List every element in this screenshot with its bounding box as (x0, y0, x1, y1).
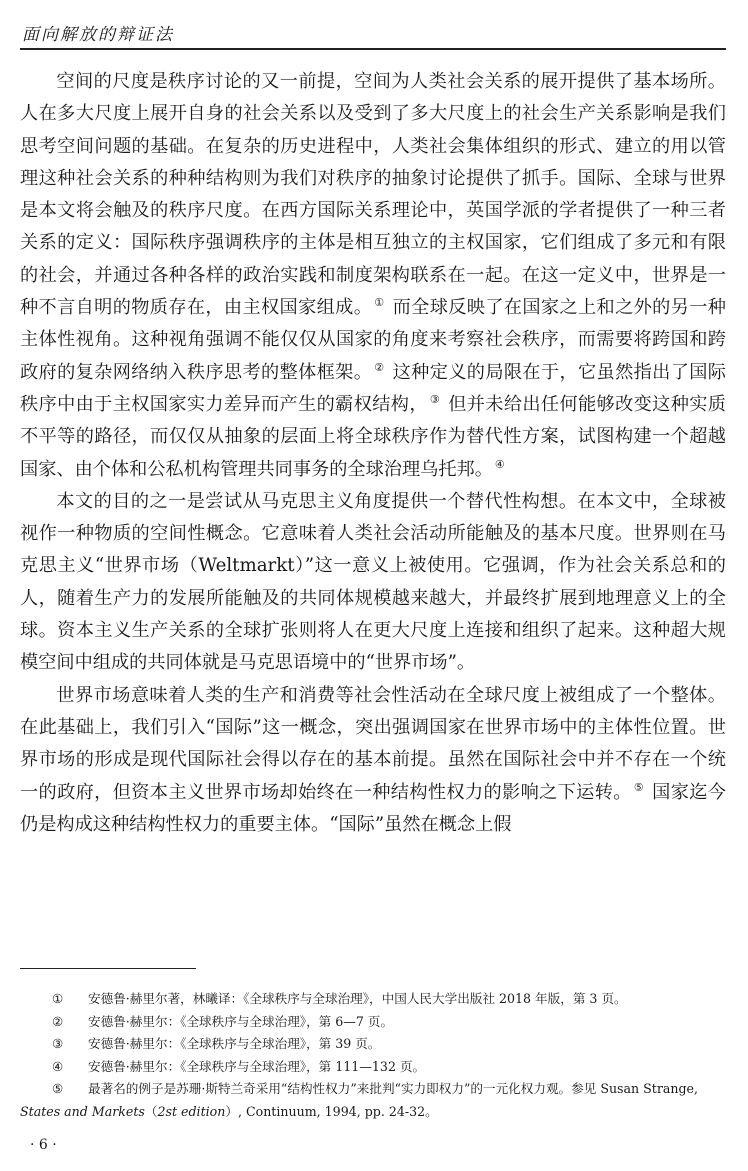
footnote-text: 安德鲁·赫里尔：《全球秩序与全球治理》，第 39 页。 (88, 1036, 381, 1051)
footnote-marker: ⑤ (52, 1081, 64, 1096)
footnote-marker: ② (52, 1013, 64, 1029)
footnote-text: 安德鲁·赫里尔著，林曦译：《全球秩序与全球治理》，中国人民大学出版社 2018 年版，第 3 页。 (88, 991, 627, 1006)
footnote (20, 1011, 730, 1034)
footnote-reference[interactable]: ⑤ (633, 780, 645, 794)
footnote (20, 1078, 730, 1123)
footnote-marker: ④ (52, 1058, 64, 1074)
footnote (20, 988, 730, 1011)
footnote-marker: ① (52, 991, 64, 1006)
footnote-italic-text: 2st edition (157, 1103, 226, 1119)
footnote-italic-text: States and Markets (20, 1103, 145, 1119)
footnote-reference[interactable]: ④ (494, 457, 505, 471)
footnotes (20, 988, 730, 1123)
running-header (20, 18, 726, 50)
footnote-divider (20, 968, 196, 969)
footnote-reference[interactable]: ③ (429, 392, 441, 406)
footnote-text: 最著名的例子是苏珊·斯特兰奇采用“结构性权力”来批判“实力即权力”的一元化权力观。参见 Susan Strange, (88, 1081, 698, 1096)
body-paragraph (20, 680, 726, 841)
footnote-marker: ③ (52, 1036, 64, 1051)
paragraph-text: 但并未给出任何能够改变这种实质不平等的路径，而仅仅从抽象的层面上将全球秩序作为替代性方案，试图构建一个超越国家、由个体和公私机构管理共同事务的全球治理乌托邦。 (20, 393, 726, 480)
footnote-reference[interactable]: ② (374, 360, 385, 374)
paragraph-text: 而全球反映了在国家之上和之外的另一种主体性视角。这种视角强调不能仅仅从国家的角度来考察社会秩序，而需要将跨国和跨政府的复杂网络纳入秩序思考的整体框架。 (20, 297, 726, 383)
footnote (20, 1056, 730, 1079)
paragraph-text: 世界市场意味着人类的生产和消费等社会性活动在全球尺度上被组成了一个整体。在此基础上，我们引入“国际”这一概念，突出强调国家在世界市场中的主体性位置。世界市场的形成是现代国际社会得以存在的基本前提。虽然在国际社会中并不存在一个统一的政府，但资本主义世界市场却始终在一种结构性权力的影响之下运转。 (20, 684, 726, 803)
paragraph-text: 国家迄今仍是构成这种结构性权力的重要主体。“国际”虽然在概念上假 (20, 781, 726, 835)
running-header-title: 面向解放的辩证法 (22, 25, 174, 45)
body-paragraph (20, 486, 726, 680)
footnote (20, 1033, 730, 1056)
footnote-text: ）, Continuum, 1994, pp. 24-32。 (225, 1103, 438, 1119)
body-paragraph (20, 66, 726, 486)
page-number: · 6 · (30, 1137, 57, 1153)
footnote-text: （ (144, 1103, 158, 1119)
footnote-reference[interactable]: ① (374, 296, 385, 310)
body-text (20, 66, 726, 841)
footnote-text: 安德鲁·赫里尔：《全球秩序与全球治理》，第 6—7 页。 (88, 1013, 394, 1029)
paragraph-text: 这种定义的局限在于，它虽然指出了国际秩序中由于主权国家实力差异而产生的霸权结构， (20, 361, 726, 415)
footnote-text: 安德鲁·赫里尔：《全球秩序与全球治理》，第 111—132 页。 (88, 1058, 426, 1074)
paragraph-text: 本文的目的之一是尝试从马克思主义角度提供一个替代性构想。在本文中，全球被视作一种物质的空间性概念。它意味着人类社会活动所能触及的基本尺度。世界则在马克思主义“世界市场（Weltmarkt）”这一意义上被使用。它强调，作为社会关系总和的人，随着生产力的发展所能触及的共同体规模越来越大，并最终扩展到地理意义上的全球。资本主义生产关系的全球扩张则将人在更大尺度上连接和组织了起来。这种超大规模空间中组成的共同体就是马克思语境中的“世界市场”。 (20, 490, 726, 674)
paragraph-text: 空间的尺度是秩序讨论的又一前提，空间为人类社会关系的展开提供了基本场所。人在多大尺度上展开自身的社会关系以及受到了多大尺度上的社会生产关系影响是我们思考空间问题的基础。在复杂的历史进程中，人类社会集体组织的形式、建立的用以管理这种社会关系的种种结构则为我们对秩序的抽象讨论提供了抓手。国际、全球与世界是本文将会触及的秩序尺度。在西方国际关系理论中，英国学派的学者提供了一种三者关系的定义：国际秩序强调秩序的主体是相互独立的主权国家，它们组成了多元和有限的社会，并通过各种各样的政治实践和制度架构联系在一起。在这一定义中，世界是一种不言自明的物质存在，由主权国家组成。 (20, 71, 726, 319)
